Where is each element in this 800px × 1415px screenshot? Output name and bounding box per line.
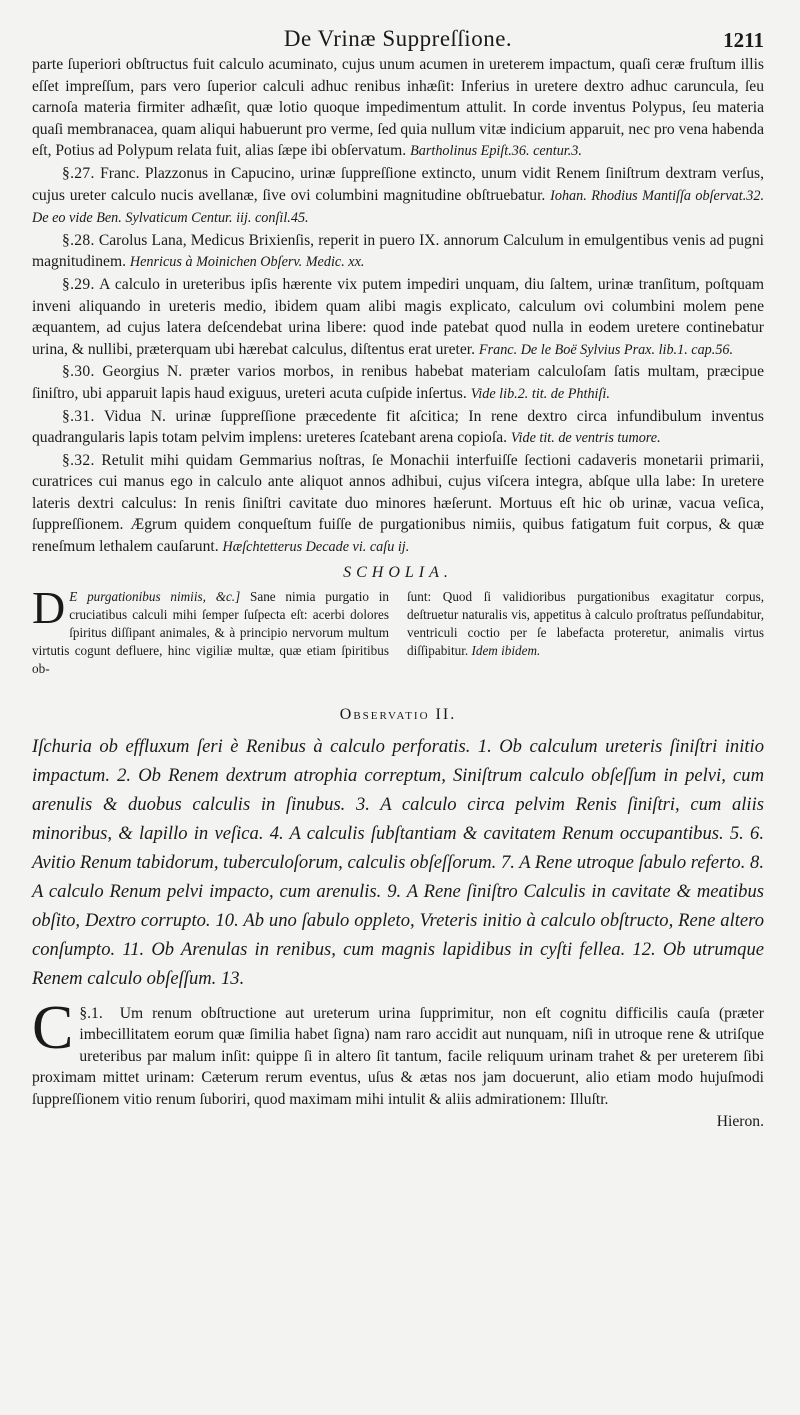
citation: Idem ibidem.: [471, 642, 541, 658]
citation: Henricus à Moinichen Obſerv. Medic. xx.: [129, 254, 365, 271]
scholia-column-right: [407, 588, 764, 678]
paragraph-29: [32, 274, 764, 361]
paragraph-continued: [32, 54, 764, 163]
paragraph-text: A calculo in ureteribus ipſis hærente vix putem impediri unquam, diu ſaltem, urinæ tranſitum, poſtquam inveni aliquando in ureteris medio, ibidem quam alibi magis explicato, calculum ovi columbini molem pene æquantem, ad cujus latera deſcendebat urina libere: quod inde patebat quod nulla in eodem uretere continebatur urina, & nullibi, præterquam ubi hærebat calculus, diſtentus erat ureter.: [32, 275, 764, 358]
page-number: 1211: [723, 28, 764, 52]
observatio-summary: Iſchuria ob effluxum ſeri è Renibus à calculo perforatis. 1. Ob calculum ureteris ſiniſtri initio impactum. 2. Ob Renem dextrum atrophia correptum, Siniſtrum calculo obſeſſum in pelvi, cum arenulis & duobus calculis in ſinubus. 3. A calculo circa pelvim Renis ſiniſtri, cum aliis minoribus, & lapillo in veſica. 4. A calculis ſubſtantiam & cavitatem Renum occupantibus. 5. 6. Avitio Renum tabidorum, tuberculoſorum, calculis obſeſſorum. 7. A Rene utroque ſabulo referto. 8. A calculo Renum pelvi impacto, cum arenulis. 9. A Rene ſiniſtro Calculis in cavitate & meatibus obſito, Dextro corrupto. 10. Ab uno ſabulo oppleto, Vreteris initio à calculo obſtructo, Rene altero conſumpto. 11. Ob Arenulas in renibus, cum magnis lapidibus in cyſti fellea. 12. Ob utrumque Renem calculo obſeſſum. 13.: [32, 735, 764, 989]
scholia-column-left: [32, 581, 389, 678]
scholia-text: Sane nimia purgatio in cruciatibus calculi mihi ſemper ſuſpecta eſt: acerbi dolores ſpiritus diſſipant animales, & à principio nervorum multum virtutis cogunt defluere, hinc vigiliæ multæ, quæ etiam ſpiritibus ob-: [32, 588, 389, 676]
section-number: §.29.: [62, 275, 95, 293]
citation: Franc. De le Boë Sylvius Prax. lib.1. cap.56.: [478, 341, 734, 358]
running-title: De Vrinæ Suppreſſione.: [283, 26, 513, 51]
paragraph-30: [32, 361, 764, 405]
scholia-lemma: E purgationibus nimiis, &c.]: [69, 588, 241, 604]
citation: Hæſchtetterus Decade vi. caſu ij.: [222, 539, 410, 556]
drop-cap: D: [32, 581, 66, 633]
paragraph-text: parte ſuperiori obſtructus fuit calculo acuminato, cujus unum acumen in ureterem impactum, quaſi ceræ fruſtum illis eſſet impreſſum, pars vero ſuperior calculi adhuc renibus inhæſit: Inferius in uretere dextro adhuc caruncula, ſeu carnoſa materia firmiter adhæſit, quæ lotio quoque impedimentum attulit. In corde inventus Polypus, ſeu materia quaſi membranacea, quam aliqui habuerunt pro verme, ſed quia nullum vitæ indicium apparuit, nec pro vena habenda eſt, Potius ad Polypum relata fuit, alias ſæpe ibi obſervatum.: [32, 56, 764, 160]
scholia-heading: SCHOLIA.: [343, 563, 453, 581]
scholia-columns: [32, 581, 764, 678]
observatio-body: [32, 993, 764, 1133]
citation: Vide lib.2. tit. de Phthiſi.: [470, 385, 610, 402]
paragraph-text: Franc. Plazzonus in Capucino, urinæ ſuppreſſione extincto, unum vidit Renem ſiniſtrum dextram verſus, cujus ureter calculo nucis avellanæ, ſive ovi columbini magnitudine obſtruebatur.: [32, 164, 764, 204]
section-number: §.28.: [62, 231, 95, 249]
catchword: Hieron.: [716, 1112, 764, 1130]
scholia-text: ſunt: Quod ſi validioribus purgationibus exagitatur corpus, deſtruetur naturalis vis, appetitus à calculo proſtratus peſſundabitur, ventriculi coctio per ſe labefacta proteretur, animalis virtus diſſipabitur.: [407, 588, 764, 658]
citation: Bartholinus Epiſt.36. centur.3.: [410, 143, 582, 160]
observatio-heading: Observatio II.: [339, 705, 457, 723]
paragraph-text: Carolus Lana, Medicus Brixienſis, reperit in puero IX. annorum Calculum in emulgentibus venis ad pugni magnitudinem.: [32, 231, 764, 271]
page-header: [32, 26, 764, 54]
paragraph-27: [32, 163, 764, 230]
section-number: §.31.: [62, 407, 95, 425]
section-number: §.30.: [62, 363, 95, 381]
paragraph-text: Retulit mihi quidam Gemmarius noſtras, ſe Monachii interfuiſſe ſectioni cadaveris monetarii primarii, curatrices cui manus ego in calculo ante aliquot annos adhibui, cujus viſcera integra, abſque ulla labe: In uretere lateris dextri calculus: In renis ſiniſtri cavitate duo minores hæſerunt. Mortuus eſt hic ob urinæ, vacua veſica, ſuppreſſionem. Ægrum quidem conqueſtum fuiſſe de purgationibus nimiis, quibus fatigatum fuit corpus, & quæ reneſmum lethalem cauſarunt.: [32, 451, 764, 556]
paragraph-text: Vidua N. urinæ ſuppreſſione præcedente fit aſcitica; In rene dextro circa infundibulum inventus quadrangularis lapis totam pelvim implens: ureteres ſcatebant arena copioſa.: [32, 407, 764, 447]
paragraph-28: [32, 230, 764, 274]
section-number: §.32.: [62, 451, 95, 469]
citation: Iohan. Rhodius Mantiſſa obſervat.32. De eo vide Ben. Sylvaticum Centur. iij. conſil.45.: [32, 187, 764, 227]
paragraph-32: [32, 450, 764, 559]
paragraph-text: Georgius N. præter varios morbos, in renibus habebat materiam calculoſam ſatis multam, præcipue ſiniſtro, ubi apparuit lapis haud exiguus, ureteri acuta cuſpide inſertus.: [32, 363, 764, 402]
section-number: §.27.: [62, 164, 95, 182]
drop-cap: C: [32, 993, 74, 1062]
section-number: §.1.: [79, 1004, 103, 1022]
observatio-text: Um renum obſtructione aut ureterum urina ſupprimitur, non eſt cognitu difficilis cauſa (præter imbecillitatem eorum quæ ſimilia habet ſigna) nam raro accidit aut nunquam, niſi in utroque rene & utriſque ureteribus par malum inſit: quippe ſi in altero ſit tantum, facile reliquum urinam trahet & per ureterem ſibi proximam mittet urinam: Cæterum rerum eventus, uſus & ætas nos jam docuerunt, alio etiam modo hujuſmodi ſuppreſſionem vitio renum ſuboriri, quod maximam mihi intulit & aliis admirationem: Illuſtr.: [32, 1004, 764, 1109]
paragraph-31: [32, 406, 764, 450]
citation: Vide tit. de ventris tumore.: [510, 430, 661, 447]
